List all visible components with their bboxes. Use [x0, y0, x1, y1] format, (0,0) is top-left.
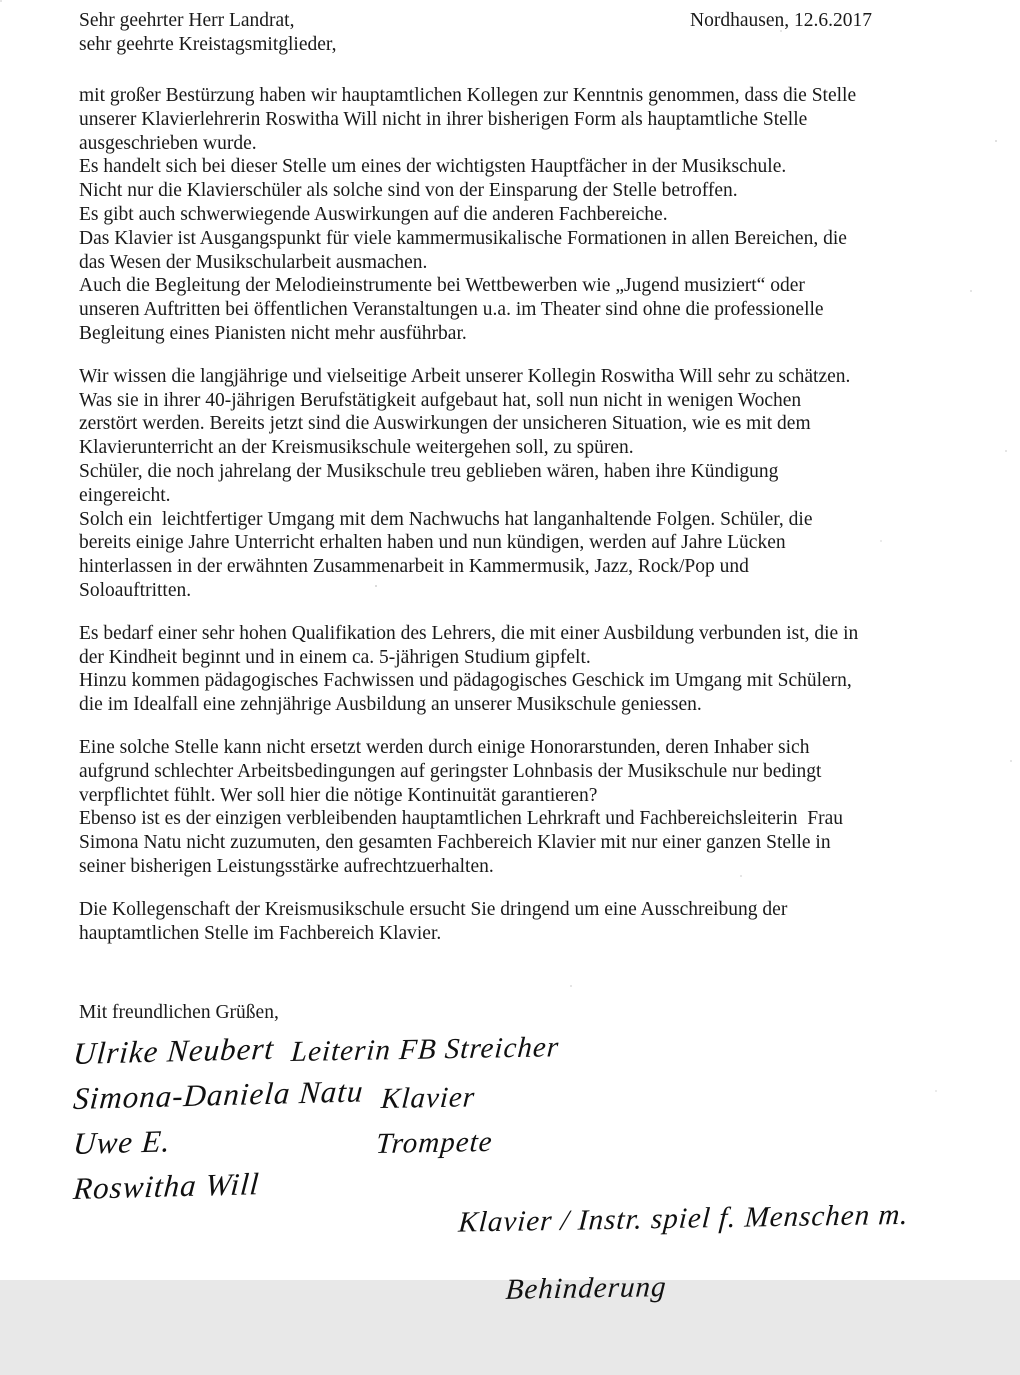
text-line: Hinzu kommen pädagogisches Fachwissen und pädagogisches Geschick im Umgang mit Schülern, [79, 670, 852, 692]
text-line: ausgeschrieben wurde. [79, 132, 257, 154]
letter-body [79, 84, 979, 1025]
text-line: Schüler, die noch jahrelang der Musikschule treu geblieben wären, haben ihre Kündigung [79, 460, 779, 482]
text-line: zerstört werden. Bereits jetzt sind die Auswirkungen der unsicheren Situation, wie es mit dem [79, 413, 811, 435]
signature-role-script: Trompete [375, 1125, 494, 1160]
signature-role-script [382, 1164, 996, 1375]
paragraph-3 [79, 622, 979, 717]
text-line: eingereicht. [79, 484, 171, 506]
text-line: das Wesen der Musikschularbeit ausmachen. [79, 251, 428, 273]
text-line: Solch ein leichtfertiger Umgang mit dem Nachwuchs hat langanhaltende Folgen. Schüler, die [79, 508, 813, 530]
text-line: Was sie in ihrer 40-jährigen Berufstätigkeit aufgebaut hat, soll nun nicht in wenigen Wochen [79, 389, 802, 411]
signature-role-script: Klavier [380, 1081, 477, 1115]
text-line: Nicht nur die Klavierschüler als solche sind von der Einsparung der Stelle betroffen. [79, 180, 738, 202]
text-line: Auch die Begleitung der Melodieinstrumente bei Wettbewerben wie „Jugend musiziert“ oder [79, 275, 805, 297]
signature-row [72, 1166, 1002, 1306]
text-line: hauptamtlichen Stelle im Fachbereich Klavier. [79, 922, 442, 944]
text-line: Es handelt sich bei dieser Stelle um eines der wichtigsten Hauptfächer in der Musikschule. [79, 156, 787, 178]
paragraph-4 [79, 736, 979, 879]
signature-name-script: Ulrike Neubert [72, 1030, 276, 1071]
text-line: unserer Klavierlehrerin Roswitha Will nicht in ihrer bisherigen Form als hauptamtliche Stelle [79, 108, 808, 130]
signature-row [72, 1123, 1002, 1171]
signature-name-script: Roswitha Will [72, 1166, 261, 1206]
text-line: Ebenso ist es der einzigen verbleibenden hauptamtlichen Lehrkraft und Fachbereichsleiterin Frau [79, 808, 844, 830]
text-line: der Kindheit beginnt und in einem ca. 5-jährigen Studium gipfelt. [79, 646, 591, 668]
text-line: aufgrund schlechter Arbeitsbedingungen auf geringster Lohnbasis der Musikschule nur bedingt [79, 760, 822, 782]
text-line: die im Idealfall eine zehnjährige Ausbildung an unserer Musikschule geniessen. [79, 694, 702, 716]
text-line: Begleitung eines Pianisten nicht mehr ausführbar. [79, 322, 467, 344]
paragraph-5 [79, 898, 979, 946]
text-line: Klavierunterricht an der Kreismusikschule weitergehen soll, zu spüren. [79, 437, 634, 459]
text-line: sehr geehrte Kreistagsmitglieder, [79, 33, 337, 55]
text-line: verpflichtet fühlt. Wer soll hier die nötige Kontinuität garantieren? [79, 784, 598, 806]
signature-name-script: Uwe E. [72, 1123, 173, 1161]
text-line: Das Klavier ist Ausgangspunkt für viele kammermusikalische Formationen in allen Bereichen, die [79, 227, 847, 249]
salutation [79, 9, 337, 57]
signature-row [72, 1073, 1002, 1126]
text-line: Die Kollegenschaft der Kreismusikschule ersucht Sie dringend um eine Ausschreibung der [79, 898, 788, 920]
text-line: Es gibt auch schwerwiegende Auswirkungen auf die anderen Fachbereiche. [79, 203, 668, 225]
text-line: hinterlassen in der erwähnten Zusammenarbeit in Kammermusik, Jazz, Rock/Pop und [79, 556, 749, 578]
text-line: mit großer Bestürzung haben wir hauptamtlichen Kollegen zur Kenntnis genommen, dass die Stelle [79, 85, 857, 106]
paragraph-1 [79, 84, 979, 346]
closing-greeting: Mit freundlichen Grüßen, [79, 1002, 279, 1024]
dateline: Nordhausen, 12.6.2017 [690, 10, 872, 31]
text-line: Soloauftritten. [79, 579, 192, 601]
signature-role-line1: Klavier / Instr. spiel f. Menschen m. [457, 1198, 910, 1239]
text-line: Sehr geehrter Herr Landrat, [79, 10, 295, 31]
text-line: seiner bisherigen Leistungsstärke aufrechtzuerhalten. [79, 855, 494, 877]
paragraph-2 [79, 365, 979, 603]
text-line: Simona Natu nicht zuzumuten, den gesamten Fachbereich Klavier mit nur einer ganzen Stelle in [79, 832, 831, 854]
text-line: Es bedarf einer sehr hohen Qualifikation des Lehrers, die mit einer Ausbildung verbunden ist, die in [79, 622, 859, 644]
text-line: unseren Auftritten bei öffentlichen Veranstaltungen u.a. im Theater sind ohne die professionelle [79, 299, 824, 321]
signature-row [72, 1030, 1002, 1081]
signature-role-line2: Behinderung [504, 1270, 668, 1306]
text-line: Eine solche Stelle kann nicht ersetzt werden durch einige Honorarstunden, deren Inhaber sich [79, 736, 810, 758]
scan-noise [0, 0, 2, 2]
signature-role-script: Leiterin FB Streicher [290, 1031, 561, 1068]
signature-block [72, 1030, 1002, 1306]
text-line: Wir wissen die langjährige und vielseitige Arbeit unserer Kollegin Roswitha Will sehr zu schätzen. [79, 365, 851, 387]
text-line: bereits einige Jahre Unterricht erhalten haben und nun kündigen, werden auf Jahre Lücken [79, 532, 786, 554]
signature-name-script: Simona-Daniela Natu [72, 1073, 365, 1116]
